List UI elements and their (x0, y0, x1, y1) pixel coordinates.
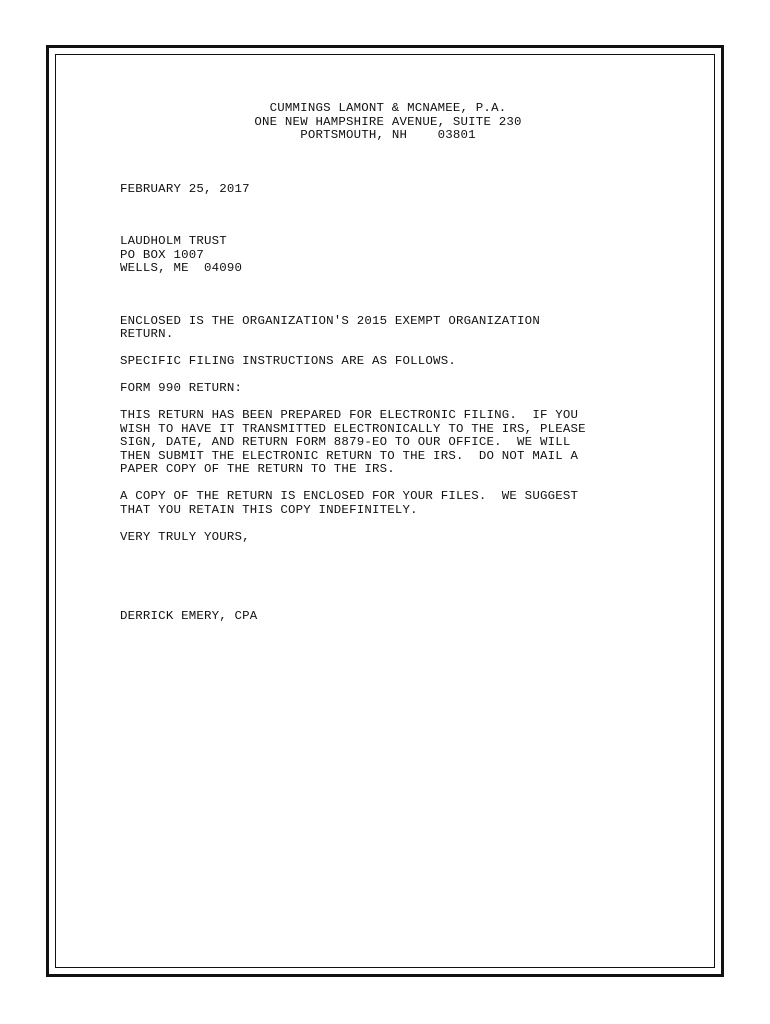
paragraph-line: A COPY OF THE RETURN IS ENCLOSED FOR YOUR FILES. WE SUGGEST (120, 489, 579, 503)
paragraph-line: SPECIFIC FILING INSTRUCTIONS ARE AS FOLLOWS. (120, 354, 456, 368)
recipient-address (120, 235, 680, 276)
firm-name: CUMMINGS LAMONT & MCNAMEE, P.A. (269, 101, 507, 115)
recipient-address-line1: PO BOX 1007 (120, 247, 204, 262)
paragraph-copy-retention (120, 490, 680, 517)
paragraph-line: ENCLOSED IS THE ORGANIZATION'S 2015 EXEMPT ORGANIZATION (120, 313, 540, 328)
paragraph-instructions-intro (120, 355, 680, 369)
paragraph-line: SIGN, DATE, AND RETURN FORM 8879-EO TO OUR OFFICE. WE WILL (120, 435, 571, 449)
firm-address-line1: ONE NEW HAMPSHIRE AVENUE, SUITE 230 (254, 114, 522, 129)
recipient-name: LAUDHOLM TRUST (120, 234, 227, 248)
paragraph-form-heading (120, 382, 680, 396)
page-border-inner (55, 54, 715, 968)
recipient-address-line2: WELLS, ME 04090 (120, 261, 243, 275)
paragraph-line: THIS RETURN HAS BEEN PREPARED FOR ELECTRONIC FILING. IF YOU (120, 408, 579, 422)
letter-date: FEBRUARY 25, 2017 (120, 181, 250, 196)
letter-body (120, 102, 680, 624)
firm-address-line2: PORTSMOUTH, NH 03801 (300, 128, 476, 142)
closing: VERY TRULY YOURS, (120, 529, 250, 544)
paragraph-line: WISH TO HAVE IT TRANSMITTED ELECTRONICALLY TO THE IRS, PLEASE (120, 421, 586, 436)
paragraph-line: FORM 990 RETURN: (120, 381, 243, 395)
page-border-outer (46, 45, 724, 977)
paragraph-electronic-filing (120, 409, 680, 477)
signature-name: DERRICK EMERY, CPA (120, 609, 258, 623)
paragraph-line: THAT YOU RETAIN THIS COPY INDEFINITELY. (120, 502, 418, 517)
paragraph-line: THEN SUBMIT THE ELECTRONIC RETURN TO THE IRS. DO NOT MAIL A (120, 448, 579, 463)
paragraph-enclosure (120, 315, 680, 342)
letterhead (120, 102, 656, 143)
paragraph-line: RETURN. (120, 327, 174, 341)
paragraph-line: PAPER COPY OF THE RETURN TO THE IRS. (120, 462, 395, 476)
